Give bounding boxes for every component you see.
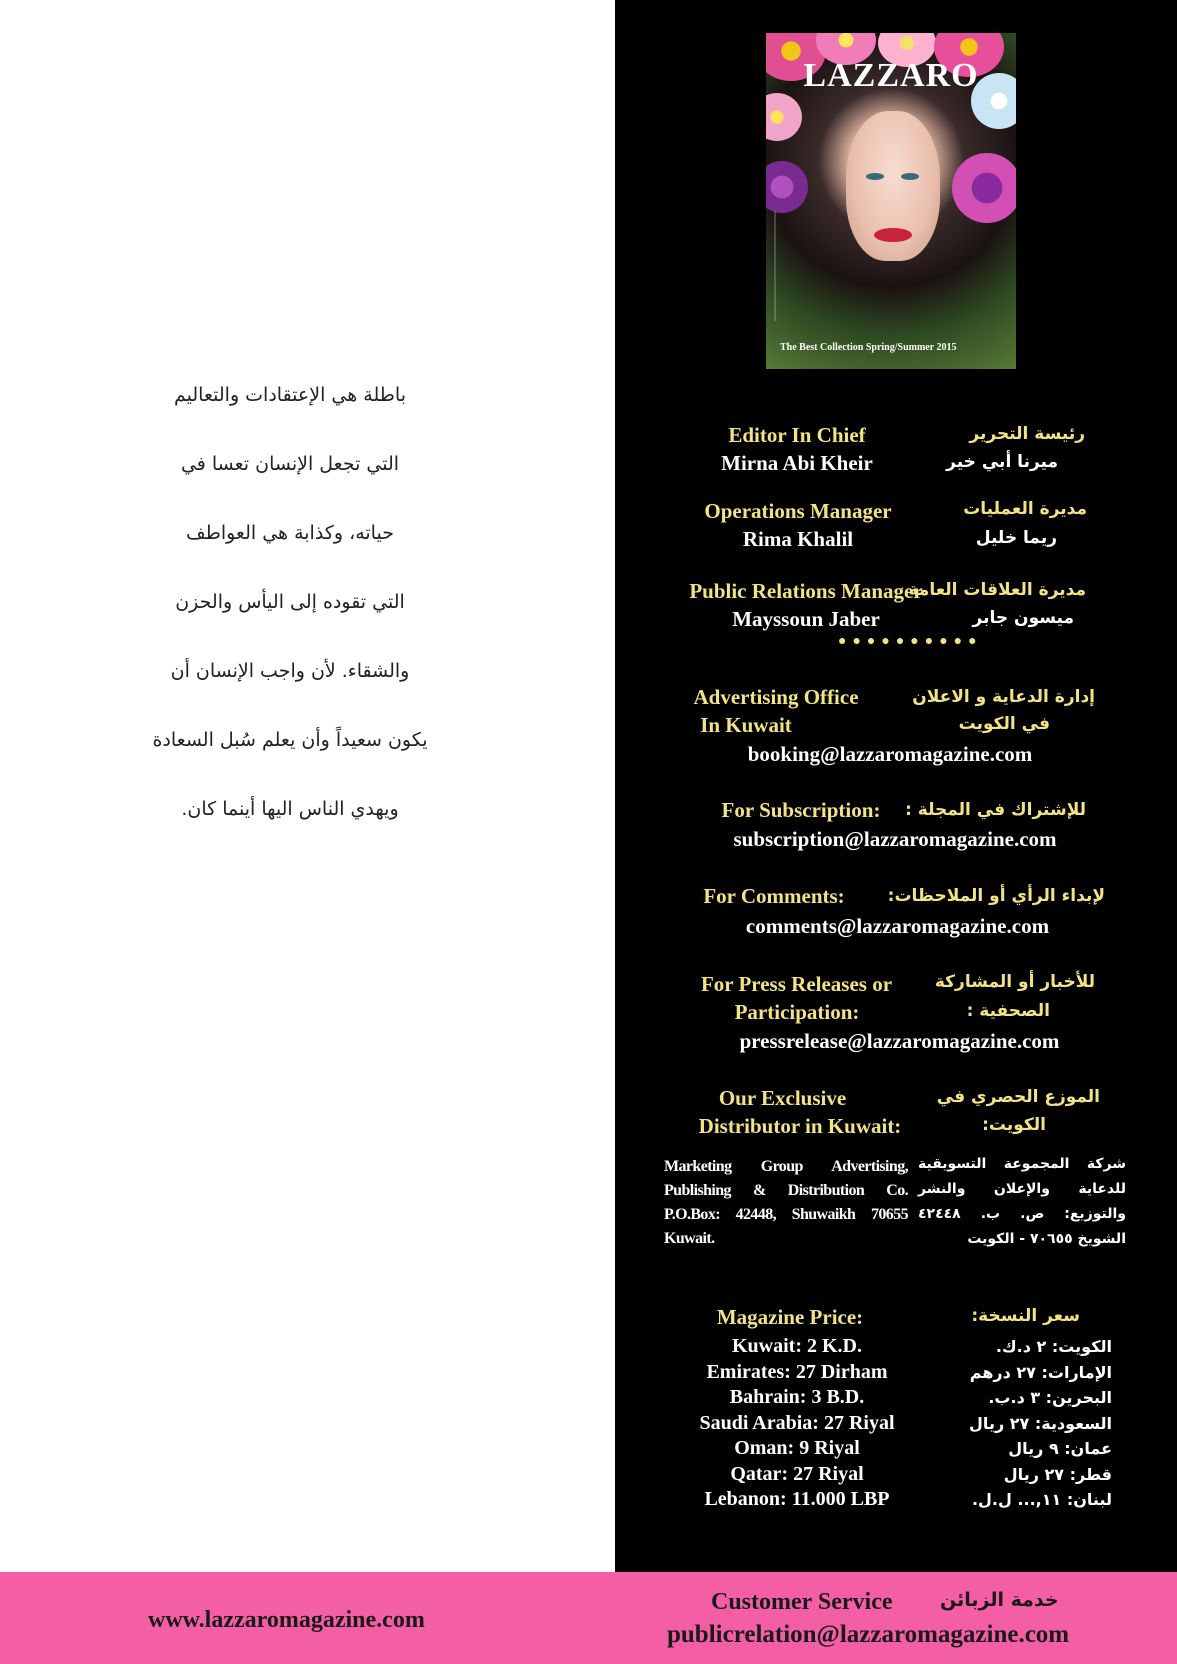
- price-item-ar: لبنان: ١١,... ل.ل.: [971, 1490, 1112, 1509]
- ops-name-ar: ريما خليل: [975, 528, 1057, 548]
- distributor-title-en: Our Exclusive: [718, 1086, 847, 1110]
- cover-eye: [866, 173, 884, 180]
- price-item-en: Qatar: 27 Riyal: [730, 1462, 864, 1485]
- subscription-email-link[interactable]: subscription@lazzaromagazine.com: [733, 827, 1057, 851]
- letter-line: والشقاء. لأن واجب الإنسان أن: [170, 660, 410, 682]
- price-title-en: Magazine Price:: [716, 1305, 864, 1329]
- price-item-ar: الكويت: ٢ د.ك.: [995, 1337, 1112, 1356]
- cover-blurb-right: [936, 211, 1006, 321]
- pr-name-ar: ميسون جابر: [972, 608, 1074, 628]
- separator-dots: ●●●●●●●●●●: [838, 634, 983, 649]
- price-item-en: Kuwait: 2 K.D.: [732, 1335, 862, 1357]
- press-title-en-2: Participation:: [734, 1000, 860, 1024]
- price-item-ar: قطر: ٢٧ ريال: [1003, 1464, 1112, 1484]
- price-item-en: Oman: 9 Riyal: [734, 1437, 860, 1459]
- price-list-ar: [922, 1334, 1112, 1513]
- price-item-ar: البحرين: ٣ د.ب.: [988, 1388, 1112, 1407]
- customer-service-label-en: Customer Service: [711, 1589, 893, 1615]
- press-title-ar-2: الصحفية :: [966, 1001, 1050, 1021]
- letter-line: التي تقوده إلى اليأس والحزن: [175, 591, 405, 613]
- comments-title-ar: لإبداء الرأي أو الملاحظات:: [887, 886, 1105, 906]
- ops-title-ar: مديرة العمليات: [963, 499, 1087, 519]
- letter-line: يكون سعيداً وأن يعلم سُبل السعادة: [152, 729, 428, 751]
- customer-service-email-link[interactable]: publicrelation@lazzaromagazine.com: [667, 1621, 1070, 1648]
- magazine-cover-image: [766, 33, 1016, 369]
- price-title-ar: سعر النسخة:: [971, 1306, 1080, 1326]
- letter-line: باطلة هي الإعتقادات والتعاليم: [174, 384, 406, 406]
- price-item-ar: عمان: ٩ ريال: [1008, 1439, 1112, 1458]
- press-email-link[interactable]: pressrelease@lazzaromagazine.com: [739, 1029, 1060, 1053]
- editor-name-ar: ميرنا أبي خير: [946, 452, 1058, 472]
- customer-service-label-ar: خدمة الزبائن: [940, 1589, 1059, 1611]
- subscription-title-en: For Subscription:: [721, 798, 881, 822]
- letter-body: [120, 384, 460, 867]
- pr-name-en: Mayssoun Jaber: [732, 607, 880, 631]
- ops-name-en: Rima Khalil: [742, 527, 854, 551]
- editor-name-en: Mirna Abi Kheir: [721, 451, 873, 475]
- distributor-title-ar: الموزع الحصري في: [936, 1087, 1100, 1107]
- adv-title-ar-2: في الكويت: [958, 714, 1050, 734]
- price-item-en: Lebanon: 11.000 LBP: [704, 1488, 890, 1510]
- price-item-en: Bahrain: 3 B.D.: [729, 1386, 865, 1408]
- ops-title-en: Operations Manager: [704, 499, 892, 523]
- adv-title-en-2: In Kuwait: [700, 713, 792, 737]
- distributor-title-en-2: Distributor in Kuwait:: [698, 1114, 902, 1138]
- adv-title-ar: إدارة الدعاية و الاعلان: [912, 687, 1095, 707]
- distributor-address-en: Marketing Group Advertising, Publishing & Distribution Co. P.O.Box: 42448, Shuwaikh 70655 Kuwait.: [664, 1158, 908, 1247]
- price-item-en: Emirates: 27 Dirham: [706, 1360, 888, 1383]
- editor-title-ar: رئيسة التحرير: [969, 424, 1085, 444]
- price-item-en: Saudi Arabia: 27 Riyal: [699, 1411, 895, 1434]
- press-title-ar: للأخبار أو المشاركة: [934, 972, 1095, 992]
- cover-masthead: LAZZARO: [803, 57, 979, 94]
- adv-title-en: Advertising Office: [693, 685, 859, 709]
- cover-footer-line: The Best Collection Spring/Summer 2015: [780, 342, 957, 353]
- price-item-ar: الإمارات: ٢٧ درهم: [969, 1362, 1112, 1382]
- letter-panel: [0, 0, 615, 1572]
- comments-title-en: For Comments:: [703, 884, 845, 908]
- distributor-title-ar-2: الكويت:: [982, 1115, 1046, 1135]
- pr-title-en: Public Relations Manager: [689, 579, 923, 603]
- website-link[interactable]: www.lazzaromagazine.com: [148, 1607, 425, 1633]
- editor-title-en: Editor In Chief: [728, 423, 866, 447]
- pr-title-ar: مديرة العلاقات العامة: [908, 580, 1086, 600]
- cover-eye: [901, 173, 919, 180]
- comments-email-link[interactable]: comments@lazzaromagazine.com: [745, 914, 1050, 938]
- cover-blurb-left: [774, 211, 846, 321]
- distributor-address-ar: شركة المجموعة التسويقية للدعاية والإعلان والنشر والتوزيع: ص. ب. ٤٢٤٤٨ الشويخ ٧٠٦٥٥ - الكويت: [918, 1156, 1126, 1247]
- subscription-title-ar: للإشتراك في المجلة :: [905, 800, 1086, 820]
- adv-email-link[interactable]: booking@lazzaromagazine.com: [747, 742, 1033, 766]
- letter-line: حياته، وكذابة هي العواطف: [186, 522, 394, 544]
- price-list-en: [672, 1334, 922, 1513]
- letter-line: ويهدي الناس اليها أينما كان.: [181, 798, 399, 820]
- price-item-ar: السعودية: ٢٧ ريال: [969, 1413, 1112, 1433]
- letter-line: التي تجعل الإنسان تعسا في: [180, 453, 400, 475]
- press-title-en: For Press Releases or: [700, 972, 893, 996]
- cover-lips: [874, 228, 912, 242]
